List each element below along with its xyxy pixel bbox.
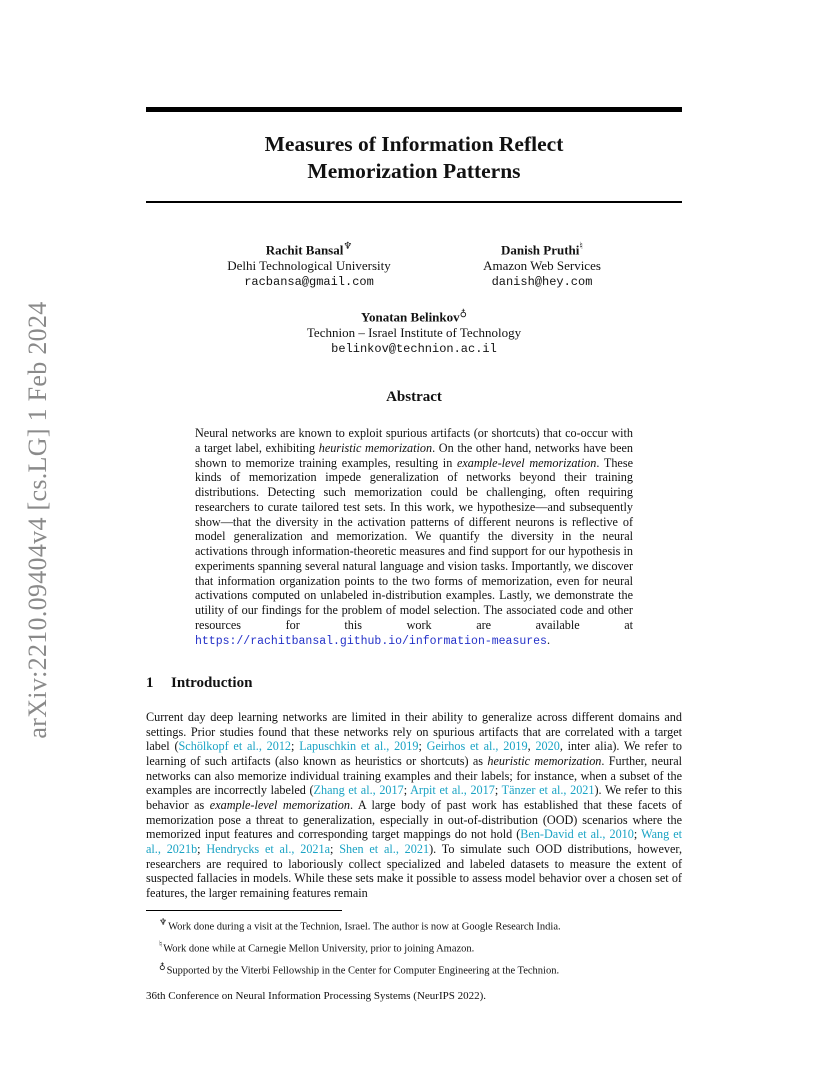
citation-link[interactable]: Geirhos et al., 2019 — [426, 739, 528, 754]
section-number: 1 — [146, 675, 154, 691]
title-bottom-rule — [146, 201, 682, 203]
citation-link[interactable]: Arpit et al., 2017 — [410, 783, 495, 798]
abstract-text: Neural networks are known to exploit spurious artifacts (or shortcuts) that co-occur with a target label, exhibiting heuristic memorization. On the other hand, networks have been shown to memorize training examples, resulting in example-level memorization. These kinds of memorization impede generalization of networks beyond their training distributions. Detecting such memorization could be challenging, often requiring researchers to curate tailored test sets. In this work, we hypothesize—and subsequently show—that the diversity in the activation patterns of different neurons is reflective of model generalization and memorization. We quantify the diversity in the neural activations through information-theoretic measures and find support for our hypothesis in experiments spanning several natural language and vision tasks. Importantly, we discover that information organization points to the two forms of memorization, even for neural activations computed on unlabeled in-distribution examples. Lastly, we demonstrate the utility of our findings for the problem of model selection. The associated code and other resources for this work are available at https://rachitbansal.github.io/information-measures. — [195, 426, 633, 648]
code-url-link[interactable]: https://rachitbansal.github.io/information-measures — [195, 634, 547, 648]
author-email[interactable]: danish@hey.com — [491, 275, 593, 290]
footnote-mark: ♁ — [159, 961, 166, 971]
author-email[interactable]: belinkov@technion.ac.il — [331, 342, 497, 357]
paper-title-text: Measures of Information Reflect Memorization Patterns — [264, 132, 564, 183]
author-mark: ♆ — [343, 241, 353, 252]
citation-link[interactable]: Tänzer et al., 2021 — [501, 783, 595, 798]
footnotes — [159, 914, 679, 980]
citation-link[interactable]: Hendrycks et al., 2021a — [206, 841, 331, 856]
footnote-mark: ♆ — [159, 917, 168, 927]
introduction-text: Current day deep learning networks are limited in their ability to generalize across different domains and settings. Prior studies found that these networks rely on spurious artifacts that are correlated with a target label (Schölkopf et al., 2012; Lapuschkin et al., 2019; Geirhos et al., 2019, 2020, inter alia). We refer to learning of such artifacts (also known as heuristics or shortcuts) as heuristic memorization. Further, neural networks can also memorize individual training examples and their labels; for instance, when a subset of the examples are incorrectly labeled (Zhang et al., 2017; Arpit et al., 2017; Tänzer et al., 2021). We refer to this behavior as example-level memorization. A large body of past work has established that these facets of memorization pose a threat to generalization, especially in out-of-distribution (OOD) scenarios where the memorized input features and corresponding target mappings do not hold (Ben-David et al., 2010; Wang et al., 2021b; Hendrycks et al., 2021a; Shen et al., 2021). To simulate such OOD distributions, however, researchers are required to laboriously collect specialized and labeled datasets to measure the extent of suspected fallacies in models. While these sets make it possible to assess model behavior over a chosen set of features, the larger remaining features remain — [146, 710, 683, 900]
section-heading-introduction — [146, 675, 252, 692]
venue-footer: 36th Conference on Neural Information Processing Systems (NeurIPS 2022). — [146, 990, 487, 1002]
arxiv-stamp: arXiv:2210.09404v4 [cs.LG] 1 Feb 2024 — [23, 301, 52, 739]
footnote-mark: ♮ — [159, 939, 163, 949]
footnote-rule — [146, 910, 342, 911]
author-mark: ♁ — [459, 308, 467, 319]
author-email[interactable]: racbansa@gmail.com — [244, 275, 374, 290]
author-block-bansal — [190, 239, 428, 290]
footnote: ♆Work done during a visit at the Technion, Israel. The author is now at Google Research India. — [159, 917, 561, 933]
author-block-pruthi — [462, 239, 622, 290]
citation-link[interactable]: Wang et al., 2021b — [146, 827, 682, 856]
abstract-heading: Abstract — [386, 389, 442, 405]
section-title: Introduction — [171, 675, 253, 691]
citation-link[interactable]: 2020 — [535, 739, 560, 754]
citation-link[interactable]: Schölkopf et al., 2012 — [178, 739, 292, 754]
author-name: Rachit Bansal♆ — [265, 241, 353, 258]
citation-link[interactable]: Lapuschkin et al., 2019 — [299, 739, 419, 754]
footnote: ♁Supported by the Viterbi Fellowship in the Center for Computer Engineering at the Technion. — [159, 961, 560, 977]
citation-link[interactable]: Shen et al., 2021 — [339, 841, 430, 856]
author-affiliation: Amazon Web Services — [483, 258, 601, 274]
author-name: Yonatan Belinkov♁ — [361, 308, 467, 325]
paper-title — [146, 131, 682, 185]
citation-link[interactable]: Ben-David et al., 2010 — [520, 827, 634, 842]
footnote: ♮Work done while at Carnegie Mellon University, prior to joining Amazon. — [159, 939, 475, 955]
author-mark: ♮ — [579, 241, 583, 252]
author-name: Danish Pruthi♮ — [501, 241, 583, 258]
author-affiliation: Technion – Israel Institute of Technology — [306, 325, 522, 341]
author-affiliation: Delhi Technological University — [227, 258, 391, 274]
author-block-belinkov — [264, 306, 564, 357]
title-top-rule — [146, 107, 682, 112]
citation-link[interactable]: Zhang et al., 2017 — [313, 783, 404, 798]
